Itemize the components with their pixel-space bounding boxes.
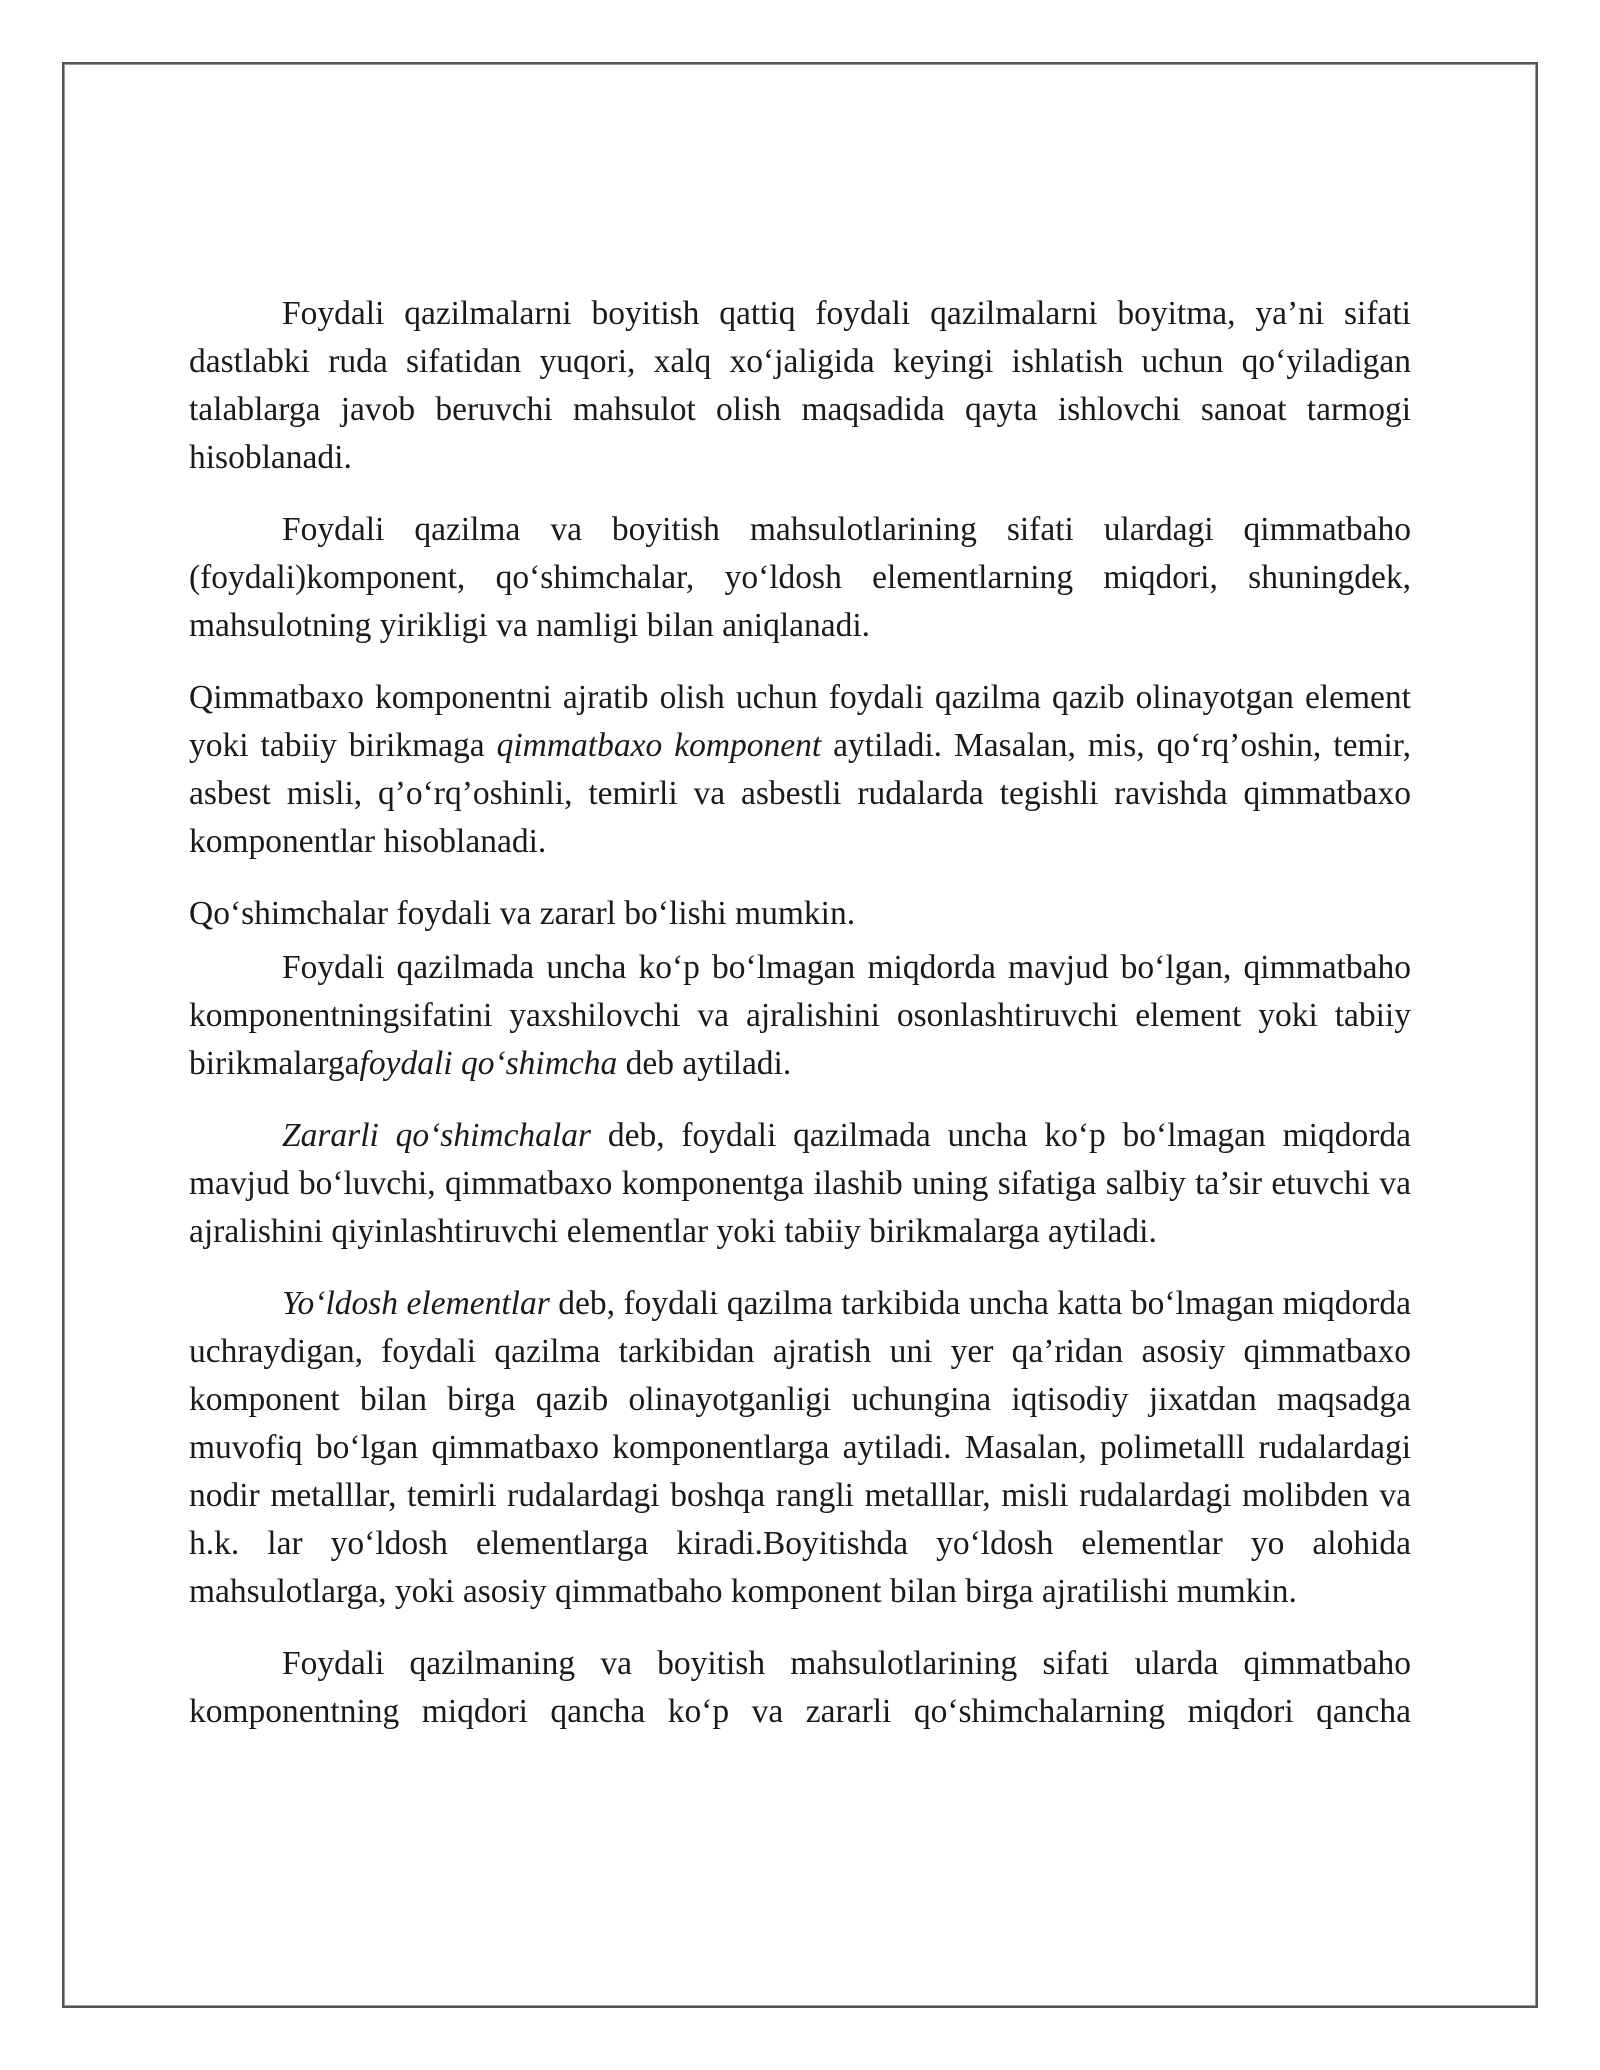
paragraph-valuable-component [189,674,1411,866]
paragraph-impurities-note [189,890,1411,938]
paragraph-text: Qo‘shimchalar foydali va zararl bo‘lishi mumkin. [189,895,856,932]
paragraph-text: deb, foydali qazilma tarkibida uncha katta bo‘lmagan miqdorda uchraydigan, foydali qazilma tarkibidan ajratish uni yer qa’ridan asosiy qimmatbaxo komponent bilan birga qazib olinayotganligi uchungina iqtisodiy jixatdan maqsadga muvofiq bo‘lgan qimmatbaxo komponentlarga aytiladi. Masalan, polimetalll rudalardagi nodir metalllar, temirli rudalardagi boshqa rangli metalllar, misli rudalardagi molibden va h.k. lar yo‘ldosh elementlarga kiradi.Boyitishda yo‘ldosh elementlar yo alohida mahsulotlarga, yoki asosiy qimmatbaho komponent bilan birga ajratilishi mumkin. [189,1285,1411,1610]
paragraph-text: Qimmatbaxo komponentni ajratib olish uchun foydali qazilma qazib olinayotgan element yoki tabiiy birikmaga [189,679,1411,764]
paragraph-text: Foydali qazilmaning va boyitish mahsulotlarining sifati ularda qimmatbaho komponentning miqdori qancha ko‘p va zararli qo‘shimchalarning miqdori qancha [189,1645,1411,1730]
italic-term: Zararli qo‘shimchalar [282,1117,592,1154]
paragraph-text: aytiladi. Masalan, mis, qo‘rq’oshin, temir, asbest misli, q’o‘rq’oshinli, temirli va asbestli rudalarda tegishli ravishda qimmatbaxo komponentlar hisoblanadi. [189,727,1411,860]
paragraph-satellite-elements [189,1280,1411,1616]
paragraph-harmful-impurities [189,1112,1411,1256]
document-body [189,290,1411,1736]
paragraph-text: Foydali qazilmada uncha ko‘p bo‘lmagan miqdorda mavjud bo‘lgan, qimmatbaho komponentningsifatini yaxshilovchi va ajralishini osonlashtiruvchi element yoki tabiiy birikmalarga [189,949,1411,1082]
italic-term: Yo‘ldosh elementlar [282,1285,550,1322]
italic-term: qimmatbaxo komponent [496,727,822,764]
paragraph-useful-impurity [189,944,1411,1088]
paragraph-text: deb aytiladi. [617,1045,792,1082]
paragraph-text: Foydali qazilmalarni boyitish qattiq foydali qazilmalarni boyitma, ya’ni sifati dastlabki ruda sifatidan yuqori, xalq xo‘jaligida keyingi ishlatish uchun qo‘yiladigan talablarga javob beruvchi mahsulot olish maqsadida qayta ishlovchi sanoat tarmogi hisoblanadi. [189,295,1411,476]
paragraph-quality-conclusion [189,1640,1411,1736]
paragraph-definition-enrichment [189,290,1411,482]
paragraph-text: Foydali qazilma va boyitish mahsulotlarining sifati ulardagi qimmatbaho (foydali)komponent, qo‘shimchalar, yo‘ldosh elementlarning miqdori, shuningdek, mahsulotning yirikligi va namligi bilan aniqlanadi. [189,511,1411,644]
paragraph-text: deb, foydali qazilmada uncha ko‘p bo‘lmagan miqdorda mavjud bo‘luvchi, qimmatbaxo komponentga ilashib uning sifatiga salbiy ta’sir etuvchi va ajralishini qiyinlashtiruvchi elementlar yoki tabiiy birikmalarga aytiladi. [189,1117,1411,1250]
italic-term: foydali qo‘shimcha [359,1045,618,1082]
paragraph-quality-factors [189,506,1411,650]
